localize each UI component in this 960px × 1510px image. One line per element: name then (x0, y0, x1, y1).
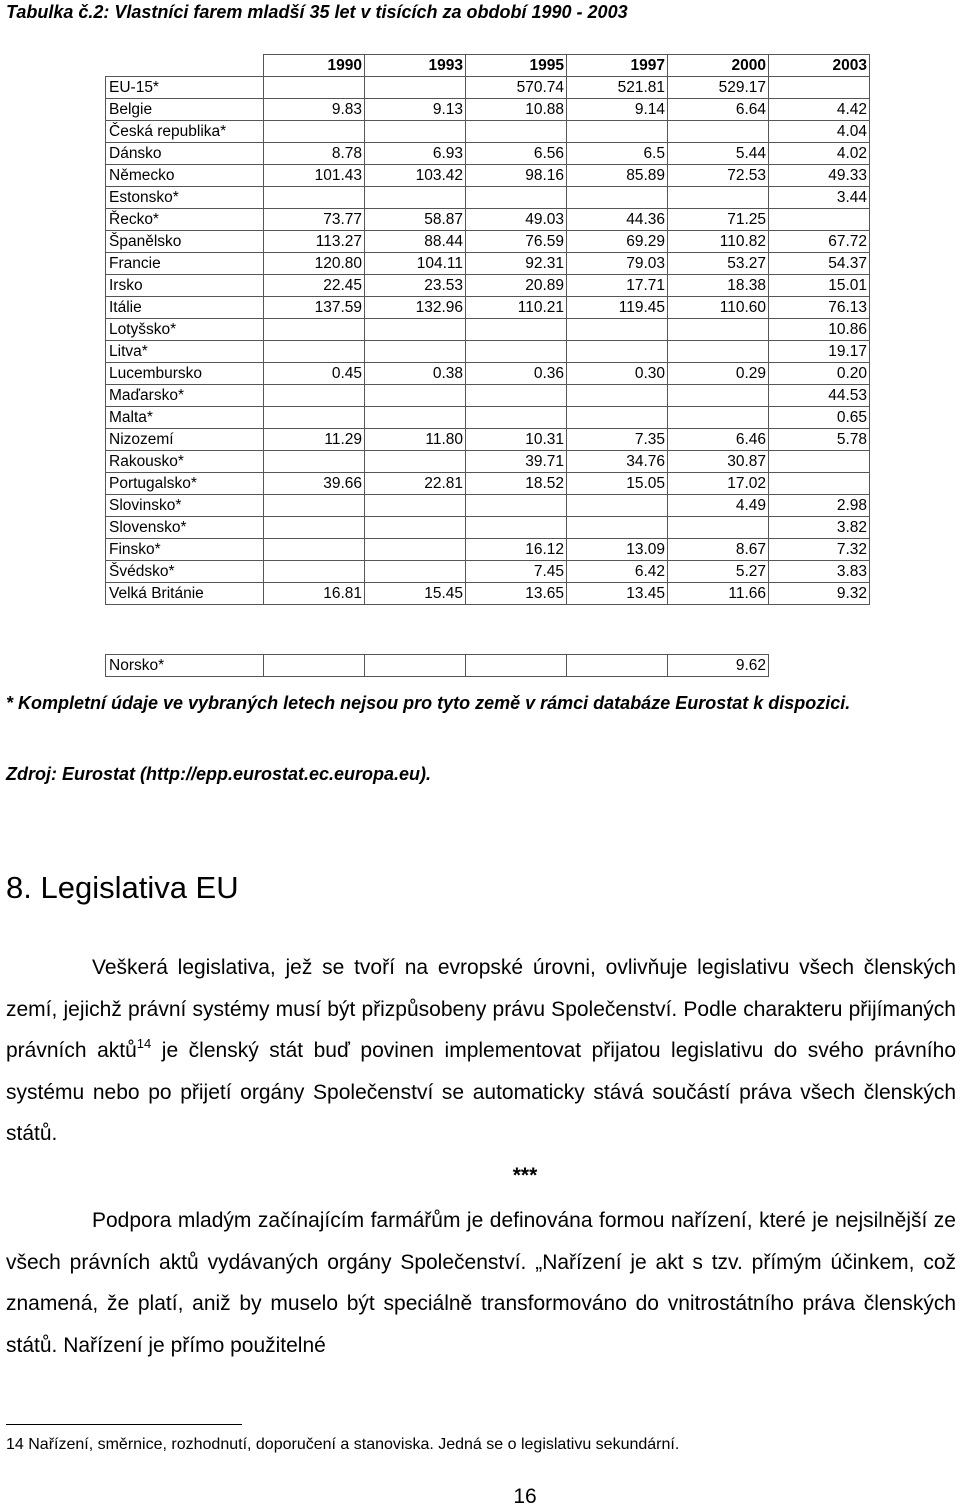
value-cell: 34.76 (567, 451, 668, 473)
table-header-row (106, 55, 870, 77)
value-cell: 101.43 (264, 165, 365, 187)
value-cell: 4.02 (769, 143, 870, 165)
value-cell: 73.77 (264, 209, 365, 231)
paragraph-text: Podpora mladým začínajícím farmářům je definována formou nařízení, které je nejsilnější ze všech právních aktů vydávaných orgány Společenství. „Nařízení je akt s tzv. přímým účinkem, což znamená, že platí, aniž by muselo být speciálně transformováno do vnitrostátního práva členských států. Nařízení je přímo použitelné (6, 1209, 956, 1357)
country-cell: Dánsko (106, 143, 264, 165)
value-cell: 10.31 (466, 429, 567, 451)
country-cell: Portugalsko* (106, 473, 264, 495)
value-cell: 10.86 (769, 319, 870, 341)
value-cell (567, 187, 668, 209)
value-cell: 0.30 (567, 363, 668, 385)
value-cell: 6.56 (466, 143, 567, 165)
value-cell: 4.04 (769, 121, 870, 143)
value-cell (466, 517, 567, 539)
value-cell: 13.09 (567, 539, 668, 561)
value-cell: 76.59 (466, 231, 567, 253)
value-cell: 6.93 (365, 143, 466, 165)
value-cell (264, 319, 365, 341)
value-cell: 49.03 (466, 209, 567, 231)
value-cell (567, 495, 668, 517)
table-row (106, 429, 870, 451)
value-cell: 110.60 (668, 297, 769, 319)
table-row (106, 473, 870, 495)
value-cell: 22.81 (365, 473, 466, 495)
value-cell: 8.67 (668, 539, 769, 561)
norway-table (105, 654, 769, 677)
value-cell: 9.14 (567, 99, 668, 121)
value-cell (264, 451, 365, 473)
value-cell: 39.66 (264, 473, 365, 495)
value-cell (365, 561, 466, 583)
value-cell: 7.32 (769, 539, 870, 561)
value-cell: 98.16 (466, 165, 567, 187)
value-cell (264, 495, 365, 517)
value-cell (668, 341, 769, 363)
table-row (106, 143, 870, 165)
value-cell: 72.53 (668, 165, 769, 187)
value-cell: 85.89 (567, 165, 668, 187)
value-cell: 7.35 (567, 429, 668, 451)
table-row (106, 187, 870, 209)
value-cell: 6.64 (668, 99, 769, 121)
value-cell: 15.45 (365, 583, 466, 605)
value-cell: 92.31 (466, 253, 567, 275)
value-cell: 9.83 (264, 99, 365, 121)
value-cell: 30.87 (668, 451, 769, 473)
value-cell (264, 561, 365, 583)
value-cell: 3.44 (769, 187, 870, 209)
value-cell: 0.65 (769, 407, 870, 429)
farm-owners-table (105, 54, 870, 605)
value-cell (769, 473, 870, 495)
year-header: 2003 (769, 55, 870, 77)
value-cell: 44.53 (769, 385, 870, 407)
value-cell: 23.53 (365, 275, 466, 297)
value-cell (264, 341, 365, 363)
value-cell (769, 451, 870, 473)
value-cell: 44.36 (567, 209, 668, 231)
value-cell: 7.45 (466, 561, 567, 583)
table-row (106, 253, 870, 275)
country-cell: Litva* (106, 341, 264, 363)
table-row (106, 363, 870, 385)
value-cell: 19.17 (769, 341, 870, 363)
value-cell: 15.05 (567, 473, 668, 495)
table-row (106, 655, 769, 677)
country-cell: Finsko* (106, 539, 264, 561)
value-cell: 16.12 (466, 539, 567, 561)
value-cell: 20.89 (466, 275, 567, 297)
table-row (106, 77, 870, 99)
value-cell: 22.45 (264, 275, 365, 297)
country-cell: Estonsko* (106, 187, 264, 209)
value-cell (466, 655, 567, 677)
country-cell: Slovensko* (106, 517, 264, 539)
year-header: 1995 (466, 55, 567, 77)
value-cell (365, 517, 466, 539)
table-row (106, 451, 870, 473)
value-cell: 13.45 (567, 583, 668, 605)
value-cell (466, 407, 567, 429)
value-cell: 79.03 (567, 253, 668, 275)
value-cell: 9.62 (668, 655, 769, 677)
value-cell (365, 407, 466, 429)
value-cell (365, 385, 466, 407)
value-cell: 9.13 (365, 99, 466, 121)
value-cell (668, 187, 769, 209)
value-cell: 88.44 (365, 231, 466, 253)
country-cell: Belgie (106, 99, 264, 121)
value-cell: 54.37 (769, 253, 870, 275)
table-row (106, 121, 870, 143)
value-cell: 11.66 (668, 583, 769, 605)
table-row (106, 561, 870, 583)
value-cell: 0.29 (668, 363, 769, 385)
paragraph-text: je členský stát buď povinen implementovat přijatou legislativu do svého právního systému nebo po přijetí orgány Společenství se automaticky stává součástí práva všech členských států. (6, 1039, 956, 1145)
table-caption: Tabulka č.2: Vlastníci farem mladší 35 let v tisících za období 1990 - 2003 (6, 2, 628, 22)
value-cell (466, 341, 567, 363)
country-cell: Slovinsko* (106, 495, 264, 517)
value-cell: 5.27 (668, 561, 769, 583)
value-cell (365, 341, 466, 363)
value-cell: 39.71 (466, 451, 567, 473)
value-cell (264, 385, 365, 407)
value-cell: 521.81 (567, 77, 668, 99)
value-cell (264, 121, 365, 143)
value-cell (567, 319, 668, 341)
value-cell: 0.45 (264, 363, 365, 385)
table-row (106, 231, 870, 253)
section-heading: 8. Legislativa EU (6, 870, 239, 905)
value-cell: 113.27 (264, 231, 365, 253)
value-cell: 5.78 (769, 429, 870, 451)
value-cell (466, 385, 567, 407)
year-header: 2000 (668, 55, 769, 77)
table-row (106, 99, 870, 121)
value-cell (466, 319, 567, 341)
value-cell (668, 517, 769, 539)
table-row (106, 319, 870, 341)
table-row (106, 385, 870, 407)
value-cell: 6.42 (567, 561, 668, 583)
country-cell: Maďarsko* (106, 385, 264, 407)
value-cell (466, 495, 567, 517)
value-cell (668, 385, 769, 407)
value-cell: 71.25 (668, 209, 769, 231)
value-cell: 6.46 (668, 429, 769, 451)
value-cell: 0.38 (365, 363, 466, 385)
value-cell: 119.45 (567, 297, 668, 319)
value-cell (668, 407, 769, 429)
value-cell: 3.83 (769, 561, 870, 583)
country-cell: Irsko (106, 275, 264, 297)
value-cell (365, 451, 466, 473)
value-cell: 17.71 (567, 275, 668, 297)
value-cell: 0.36 (466, 363, 567, 385)
table-row (106, 407, 870, 429)
value-cell (365, 319, 466, 341)
value-cell (264, 77, 365, 99)
value-cell: 6.5 (567, 143, 668, 165)
value-cell: 58.87 (365, 209, 466, 231)
value-cell (365, 539, 466, 561)
value-cell (668, 319, 769, 341)
country-cell: EU-15* (106, 77, 264, 99)
value-cell (365, 495, 466, 517)
value-cell (769, 209, 870, 231)
value-cell (264, 517, 365, 539)
value-cell: 0.20 (769, 363, 870, 385)
value-cell: 17.02 (668, 473, 769, 495)
value-cell (466, 121, 567, 143)
value-cell: 137.59 (264, 297, 365, 319)
value-cell (668, 121, 769, 143)
value-cell: 132.96 (365, 297, 466, 319)
section-separator: *** (512, 1164, 538, 1187)
value-cell: 69.29 (567, 231, 668, 253)
country-cell: Velká Británie (106, 583, 264, 605)
value-cell: 16.81 (264, 583, 365, 605)
country-cell: Malta* (106, 407, 264, 429)
year-header: 1990 (264, 55, 365, 77)
value-cell (769, 77, 870, 99)
value-cell: 9.32 (769, 583, 870, 605)
country-cell: Lucembursko (106, 363, 264, 385)
value-cell: 8.78 (264, 143, 365, 165)
value-cell: 13.65 (466, 583, 567, 605)
value-cell (466, 187, 567, 209)
value-cell (567, 407, 668, 429)
table-source: Zdroj: Eurostat (http://epp.eurostat.ec.europa.eu). (6, 764, 432, 784)
value-cell: 110.21 (466, 297, 567, 319)
table-row (106, 539, 870, 561)
country-cell: Francie (106, 253, 264, 275)
table-row (106, 209, 870, 231)
footnote: 14 Nařízení, směrnice, rozhodnutí, doporučení a stanoviska. Jedná se o legislativu sekundární. (6, 1436, 680, 1453)
value-cell (264, 539, 365, 561)
value-cell (567, 341, 668, 363)
value-cell (264, 655, 365, 677)
value-cell (567, 517, 668, 539)
country-cell: Lotyšsko* (106, 319, 264, 341)
table-row (106, 165, 870, 187)
header-corner (106, 55, 264, 77)
value-cell: 11.80 (365, 429, 466, 451)
value-cell (365, 121, 466, 143)
country-cell: Španělsko (106, 231, 264, 253)
value-cell (365, 187, 466, 209)
value-cell (365, 77, 466, 99)
country-cell: Švédsko* (106, 561, 264, 583)
table-row (106, 495, 870, 517)
page-number: 16 (513, 1485, 537, 1508)
value-cell (365, 655, 466, 677)
value-cell: 4.49 (668, 495, 769, 517)
table-row (106, 583, 870, 605)
table-row (106, 297, 870, 319)
value-cell: 529.17 (668, 77, 769, 99)
country-cell: Německo (106, 165, 264, 187)
value-cell: 2.98 (769, 495, 870, 517)
value-cell: 3.82 (769, 517, 870, 539)
table-row (106, 341, 870, 363)
value-cell: 18.38 (668, 275, 769, 297)
value-cell (567, 385, 668, 407)
value-cell: 18.52 (466, 473, 567, 495)
paragraph (6, 947, 956, 1155)
value-cell (567, 655, 668, 677)
value-cell: 103.42 (365, 165, 466, 187)
value-cell (264, 407, 365, 429)
value-cell: 570.74 (466, 77, 567, 99)
table-row (106, 517, 870, 539)
country-cell: Nizozemí (106, 429, 264, 451)
paragraph (6, 1200, 956, 1366)
value-cell: 110.82 (668, 231, 769, 253)
value-cell: 49.33 (769, 165, 870, 187)
value-cell: 4.42 (769, 99, 870, 121)
year-header: 1993 (365, 55, 466, 77)
value-cell: 76.13 (769, 297, 870, 319)
value-cell (264, 187, 365, 209)
value-cell: 15.01 (769, 275, 870, 297)
value-cell: 11.29 (264, 429, 365, 451)
table-note: * Kompletní údaje ve vybraných letech nejsou pro tyto země v rámci databáze Eurostat k dispozici. (6, 693, 851, 713)
country-cell: Česká republika* (106, 121, 264, 143)
country-cell: Itálie (106, 297, 264, 319)
value-cell: 5.44 (668, 143, 769, 165)
footnote-divider (6, 1424, 242, 1425)
value-cell: 120.80 (264, 253, 365, 275)
value-cell (567, 121, 668, 143)
country-cell: Řecko* (106, 209, 264, 231)
footnote-reference: 14 (136, 1036, 152, 1051)
value-cell: 53.27 (668, 253, 769, 275)
value-cell: 104.11 (365, 253, 466, 275)
value-cell: 67.72 (769, 231, 870, 253)
country-cell: Norsko* (106, 655, 264, 677)
paragraph-text: Veškerá legislativa, jež se tvoří na evropské úrovni, ovlivňuje legislativu všech členských zemí, jejichž právní systémy musí být přizpůsobeny právu Společenství. Podle charakteru přijímaných právních aktů (6, 956, 956, 1062)
country-cell: Rakousko* (106, 451, 264, 473)
value-cell: 10.88 (466, 99, 567, 121)
table-row (106, 275, 870, 297)
year-header: 1997 (567, 55, 668, 77)
